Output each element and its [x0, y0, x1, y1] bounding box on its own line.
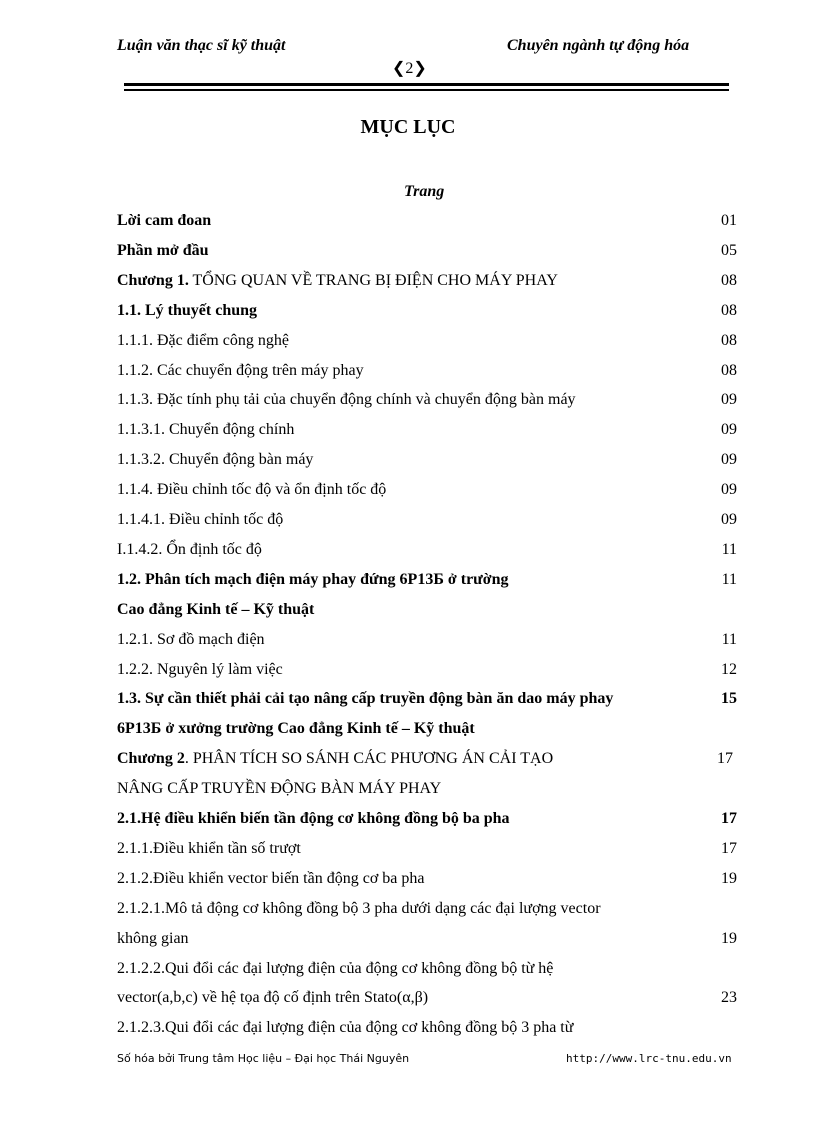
toc-entry	[117, 420, 737, 440]
toc-entry-title: Phần mở đầu	[117, 241, 209, 259]
toc-entry-title	[117, 749, 553, 769]
toc-entry-title: 2.1.2.1.Mô tả động cơ không đồng bộ 3 pha dưới dạng các đại lượng vector	[117, 899, 601, 917]
toc-entry-page: 17	[721, 839, 737, 857]
toc-entry	[117, 929, 737, 949]
footer-right: http://www.lrc-tnu.edu.vn	[566, 1052, 732, 1065]
toc-entry-title: 2.1.2.2.Qui đổi các đại lượng điện của động cơ không đồng bộ từ hệ	[117, 959, 554, 977]
toc-entry-title-rest: TỔNG QUAN VỀ TRANG BỊ ĐIỆN CHO MÁY PHAY	[188, 271, 558, 289]
toc-entry-page: 15	[721, 690, 737, 708]
toc-entry	[117, 390, 737, 410]
toc-entry	[117, 540, 737, 560]
toc-entry-page: 09	[721, 451, 737, 469]
toc-entry	[117, 749, 737, 769]
toc-entry-title: Lời cam đoan	[117, 212, 212, 229]
toc-entry	[117, 660, 737, 680]
toc-entry	[117, 480, 737, 500]
toc-entry	[117, 689, 737, 709]
toc-entry-title: 1.1.3.1. Chuyển động chính	[117, 421, 295, 439]
toc-entry-title-bold: Chương 2	[117, 750, 185, 768]
toc-entry	[117, 241, 737, 261]
toc-entry-title: 1.1. Lý thuyết chung	[117, 301, 258, 319]
toc-entry-page: 08	[721, 271, 737, 289]
toc-entry	[117, 600, 737, 620]
toc-entry	[117, 988, 737, 1008]
header-left: Luận văn thạc sĩ kỹ thuật	[117, 37, 286, 54]
toc-entry-page: 17	[721, 810, 737, 827]
toc-entry-title: 1.2. Phân tích mạch điện máy phay đứng 6P13Б ở trường	[117, 570, 509, 588]
toc-entry	[117, 450, 737, 470]
toc-entry-page: 08	[721, 361, 737, 379]
toc-entry-title	[117, 271, 558, 291]
toc-entry-title: 2.1.2.Điều khiển vector biến tần động cơ ba pha	[117, 869, 425, 887]
page-column-label: Trang	[404, 183, 445, 200]
toc-entry-title: 6P13Б ở xưởng trường Cao đẳng Kinh tế – Kỹ thuật	[117, 720, 475, 738]
toc-entry-title: 2.1.2.3.Qui đổi các đại lượng điện của động cơ không đồng bộ 3 pha từ	[117, 1019, 574, 1037]
toc-entry-page: 01	[721, 212, 737, 229]
toc-entry-title-rest: . PHÂN TÍCH SO SÁNH CÁC PHƯƠNG ÁN CẢI TẠO	[184, 750, 554, 768]
toc-entry	[117, 1018, 737, 1038]
toc-entry-page: 11	[721, 570, 737, 588]
toc-entry	[117, 719, 737, 739]
toc-entry	[117, 211, 737, 231]
header-right: Chuyên ngành tự động hóa	[507, 37, 690, 54]
toc-entry-title: NÂNG CẤP TRUYỀN ĐỘNG BÀN MÁY PHAY	[117, 780, 442, 798]
toc-entry-title: 1.1.2. Các chuyển động trên máy phay	[117, 361, 364, 379]
toc-entry-page: 05	[721, 241, 737, 259]
page-title: MỤC LỤC	[360, 116, 456, 138]
toc-entry	[117, 869, 737, 889]
toc-entry-page: 11	[721, 540, 737, 558]
toc-entry-title: 1.2.2. Nguyên lý làm việc	[117, 660, 283, 678]
toc-entry	[117, 899, 737, 919]
toc-entry-title: 1.1.3. Đặc tính phụ tải của chuyển động chính và chuyển động bàn máy	[117, 391, 576, 409]
toc-entry-page: 09	[721, 481, 737, 499]
toc-entry-title: vector(a,b,c) về hệ tọa độ cố định trên Stato(α,β)	[117, 989, 429, 1007]
toc-entry-title: 1.1.1. Đặc điểm công nghệ	[117, 331, 289, 349]
toc-entry-title: Cao đẳng Kinh tế – Kỹ thuật	[117, 600, 315, 618]
toc-entry-title: 1.3. Sự cần thiết phải cải tạo nâng cấp truyền động bàn ăn dao máy phay	[117, 690, 614, 708]
toc-entry-title-bold: Chương 1.	[117, 271, 189, 289]
toc-entry-title: 2.1.1.Điều khiển tần số trượt	[117, 839, 301, 857]
toc-entry-title: 1.1.4. Điều chỉnh tốc độ và ổn định tốc độ	[117, 481, 387, 499]
toc-entry-page: 09	[721, 511, 737, 528]
toc-entry-page: 09	[721, 421, 737, 439]
toc-entry-title: không gian	[117, 929, 189, 947]
toc-entry-page: 11	[721, 630, 737, 648]
toc-entry	[117, 510, 737, 530]
toc-entry-page: 17	[717, 750, 733, 768]
toc-entry	[117, 630, 737, 650]
toc-entry-page: 08	[721, 331, 737, 349]
toc-entry	[117, 331, 737, 351]
toc-entry-title: I.1.4.2. Ổn định tốc độ	[117, 540, 262, 558]
toc-entry	[117, 809, 737, 829]
toc-entry	[117, 301, 737, 321]
toc-entry-title: 1.1.3.2. Chuyển động bàn máy	[117, 451, 314, 469]
toc-entry-title: 2.1.Hệ điều khiển biến tần động cơ không đồng bộ ba pha	[117, 810, 510, 827]
toc-entry-page: 09	[721, 391, 737, 409]
toc-entry-title: 1.2.1. Sơ đồ mạch điện	[117, 630, 265, 648]
footer-left: Số hóa bởi Trung tâm Học liệu – Đại học Thái Nguyên	[117, 1052, 410, 1065]
toc-entry	[117, 839, 737, 859]
toc-entry	[117, 361, 737, 381]
toc-entry	[117, 779, 737, 799]
page-number: ❮2❯	[392, 60, 427, 77]
toc-entry-page: 19	[721, 869, 737, 887]
toc-entry-page: 12	[721, 660, 737, 678]
toc-entry	[117, 959, 737, 979]
toc-entry	[117, 271, 737, 291]
toc-entry-title: 1.1.4.1. Điều chỉnh tốc độ	[117, 511, 284, 528]
toc-entry-page: 19	[721, 929, 737, 947]
toc-entry-page: 23	[721, 989, 737, 1007]
toc-entry-page: 08	[721, 301, 737, 319]
toc-entry	[117, 570, 737, 590]
